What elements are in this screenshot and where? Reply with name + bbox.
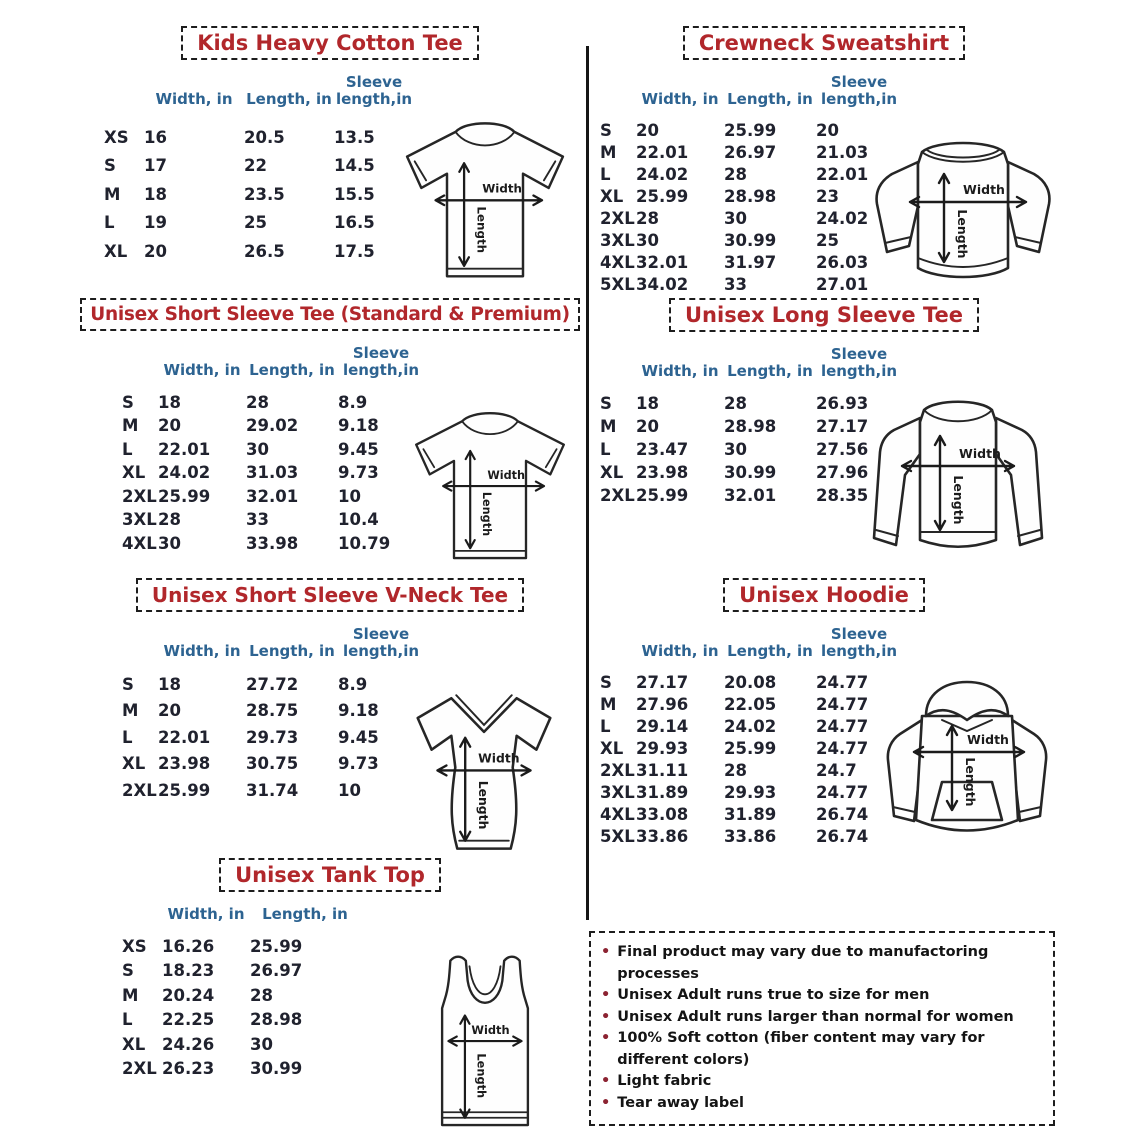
dimension-value: 33 <box>724 274 747 294</box>
dimension-value: 27.96 <box>636 694 689 714</box>
dimension-value: 30 <box>636 230 659 250</box>
dimension-value: 24.77 <box>816 672 869 692</box>
dimension-value: 28 <box>636 208 659 228</box>
column-header-length: Length, in <box>727 89 813 108</box>
dimension-value: 34.02 <box>636 274 689 294</box>
size-label: M <box>600 416 617 436</box>
dimension-value: 29.14 <box>636 716 689 736</box>
section-title <box>80 298 580 331</box>
length-arrow-label: Length <box>963 757 978 807</box>
section-title-row <box>80 858 580 892</box>
dimension-value: 26.97 <box>724 142 777 162</box>
size-label: XL <box>122 1034 146 1054</box>
size-label: 3XL <box>600 782 635 802</box>
dimension-value: 22.25 <box>162 1010 215 1030</box>
dimension-value: 17.5 <box>334 241 375 261</box>
dimension-value: 26.74 <box>816 804 869 824</box>
dimension-value: 29.02 <box>246 416 299 436</box>
table-header-row <box>122 906 580 923</box>
dimension-value: 23.98 <box>158 754 211 774</box>
dimension-value: 22.01 <box>158 727 211 747</box>
section-unisex-tank-top <box>80 858 580 1099</box>
bullet-icon: • <box>601 1073 611 1089</box>
column-header-width: Width, in <box>155 89 233 108</box>
dimension-value: 9.73 <box>338 463 379 483</box>
dimension-value: 21.03 <box>816 142 869 162</box>
size-label: 4XL <box>122 533 157 553</box>
dimension-value: 20 <box>144 241 167 261</box>
dimension-value: 15.5 <box>334 184 375 204</box>
size-label: 3XL <box>122 510 157 530</box>
size-label: XL <box>600 186 624 206</box>
size-label: XL <box>122 754 146 774</box>
size-label: 2XL <box>600 760 635 780</box>
section-title <box>723 578 925 612</box>
dimension-value: 23 <box>816 186 839 206</box>
size-label: 4XL <box>600 804 635 824</box>
dimension-value: 30.99 <box>724 462 777 482</box>
garment-outline <box>920 402 996 547</box>
dimension-value: 23.5 <box>244 184 285 204</box>
size-label: 4XL <box>600 252 635 272</box>
dimension-value: 20.08 <box>724 672 777 692</box>
length-arrow-label: Length <box>476 780 491 830</box>
size-label: S <box>122 674 134 694</box>
size-label: XL <box>600 462 624 482</box>
section-title-row <box>592 578 1056 612</box>
section-title-row <box>80 26 580 60</box>
dimension-value: 33.86 <box>636 826 689 846</box>
dimension-value: 32.01 <box>246 486 299 506</box>
dimension-value: 26.03 <box>816 252 869 272</box>
dimension-value: 29.93 <box>636 738 689 758</box>
dimension-value: 10.79 <box>338 533 391 553</box>
dimension-value: 30 <box>724 208 747 228</box>
width-arrow-label: Width <box>963 182 1005 197</box>
section-title-row <box>80 578 580 612</box>
size-label: M <box>600 142 617 162</box>
section-title-text: Kids Heavy Cotton Tee <box>197 31 463 55</box>
note-item <box>601 942 1041 985</box>
dimension-value: 22.01 <box>158 439 211 459</box>
section-title-text: Unisex Short Sleeve Tee (Standard & Premium) <box>90 304 570 325</box>
size-label: 2XL <box>122 1059 157 1079</box>
dimension-value: 31.89 <box>724 804 777 824</box>
column-header-sleeve: Sleeve length,in <box>820 73 898 108</box>
table-header-row <box>122 345 580 379</box>
section-unisex-v-neck-tee <box>80 578 580 830</box>
bullet-icon: • <box>601 1094 611 1111</box>
dimension-value: 30.99 <box>250 1059 303 1079</box>
bullet-icon: • <box>601 1030 611 1046</box>
section-title <box>669 298 979 332</box>
column-header-sleeve: Sleeve length,in <box>820 345 898 380</box>
column-header-width: Width, in <box>641 641 719 660</box>
dimension-value: 8.9 <box>338 392 368 412</box>
dimension-value: 27.01 <box>816 274 869 294</box>
column-header-width: Width, in <box>641 89 719 108</box>
column-header-length: Length, in <box>262 905 348 923</box>
dimension-value: 24.26 <box>162 1034 215 1054</box>
width-arrow-label: Width <box>478 751 520 766</box>
dimension-value: 20 <box>636 120 659 140</box>
dimension-value: 17 <box>144 156 167 176</box>
dimension-value: 30 <box>724 439 747 459</box>
column-header-length: Length, in <box>727 361 813 380</box>
length-arrow-label: Length <box>474 206 489 254</box>
bullet-icon: • <box>601 1008 611 1025</box>
tank-top-diagram <box>422 948 548 1136</box>
size-label: 5XL <box>600 274 635 294</box>
bullet-icon: • <box>601 944 611 960</box>
dimension-value: 8.9 <box>338 674 368 694</box>
dimension-value: 30 <box>158 533 181 553</box>
section-title-text: Unisex Hoodie <box>739 583 909 607</box>
size-label: XS <box>122 936 147 956</box>
size-label: 2XL <box>122 486 157 506</box>
dimension-value: 26.74 <box>816 826 869 846</box>
section-crewneck-sweatshirt <box>592 26 1056 296</box>
note-item <box>601 1028 1041 1071</box>
dimension-value: 24.77 <box>816 738 869 758</box>
dimension-value: 16 <box>144 127 167 147</box>
dimension-value: 10 <box>338 486 361 506</box>
table-header-row <box>600 346 1056 380</box>
column-header-width: Width, in <box>641 361 719 380</box>
size-label: L <box>104 213 115 233</box>
width-arrow-label: Width <box>471 1022 510 1037</box>
size-label: XL <box>104 241 128 261</box>
section-title-text: Unisex Tank Top <box>235 863 425 887</box>
size-label: L <box>122 1010 133 1030</box>
hoodie-diagram <box>862 668 1072 856</box>
dimension-value: 33.08 <box>636 804 689 824</box>
hood-outline <box>926 682 1008 720</box>
length-arrow-label: Length <box>951 475 966 525</box>
dimension-value: 9.45 <box>338 727 379 747</box>
width-arrow-label: Width <box>482 181 522 196</box>
note-text: Light fabric <box>617 1073 712 1089</box>
dimension-value: 19 <box>144 213 167 233</box>
dimension-value: 24.77 <box>816 716 869 736</box>
dimension-value: 29.73 <box>246 727 299 747</box>
dimension-value: 18 <box>158 674 181 694</box>
dimension-value: 23.98 <box>636 462 689 482</box>
dimension-value: 26.97 <box>250 961 303 981</box>
table-header-row <box>122 626 580 660</box>
long-sleeve-tee-diagram <box>842 380 1074 572</box>
dimension-value: 31.03 <box>246 463 299 483</box>
dimension-value: 28 <box>250 985 273 1005</box>
note-text: Tear away label <box>617 1094 745 1111</box>
dimension-value: 33 <box>246 510 269 530</box>
size-label: 2XL <box>122 780 157 800</box>
size-label: 2XL <box>600 485 635 505</box>
size-label: M <box>600 694 617 714</box>
dimension-value: 26.23 <box>162 1059 215 1079</box>
dimension-value: 32.01 <box>724 485 777 505</box>
dimension-value: 24.02 <box>724 716 777 736</box>
dimension-value: 20 <box>158 701 181 721</box>
dimension-value: 27.17 <box>636 672 689 692</box>
note-text: Unisex Adult runs larger than normal for women <box>617 1008 1014 1025</box>
size-label: S <box>104 156 116 176</box>
dimension-value: 33.86 <box>724 826 777 846</box>
length-arrow-label: Length <box>474 1053 489 1099</box>
sleeve-outline <box>996 418 1042 545</box>
size-label: S <box>600 120 612 140</box>
dimension-value: 9.18 <box>338 701 379 721</box>
dimension-value: 18 <box>144 184 167 204</box>
sleeve-outline <box>874 418 920 545</box>
dimension-value: 27.96 <box>816 462 869 482</box>
dimension-value: 31.11 <box>636 760 689 780</box>
tshirt-diagram <box>400 390 580 575</box>
column-header-sleeve: Sleeve length,in <box>342 625 420 660</box>
dimension-value: 25.99 <box>250 936 303 956</box>
dimension-value: 25.99 <box>158 780 211 800</box>
dimension-value: 29.93 <box>724 782 777 802</box>
dimension-value: 28 <box>724 164 747 184</box>
size-label: 5XL <box>600 826 635 846</box>
dimension-value: 25.99 <box>636 186 689 206</box>
dimension-value: 26.93 <box>816 393 869 413</box>
size-label: 3XL <box>600 230 635 250</box>
notes-box <box>589 931 1055 1126</box>
section-unisex-hoodie <box>592 578 1056 848</box>
column-header-width: Width, in <box>163 641 241 660</box>
size-label: L <box>600 716 611 736</box>
dimension-value: 27.72 <box>246 674 299 694</box>
table-header-row <box>104 74 580 108</box>
sleeve-outline <box>877 162 918 252</box>
size-label: L <box>122 727 133 747</box>
size-label: S <box>600 672 612 692</box>
dimension-value: 23.47 <box>636 439 689 459</box>
size-label: S <box>600 393 612 413</box>
dimension-value: 25.99 <box>636 485 689 505</box>
width-arrow-label: Width <box>487 468 526 482</box>
size-label: S <box>122 392 134 412</box>
dimension-value: 24.7 <box>816 760 857 780</box>
section-title-row <box>80 298 580 331</box>
dimension-value: 28 <box>724 393 747 413</box>
dimension-value: 25.99 <box>158 486 211 506</box>
size-label: L <box>122 439 133 459</box>
dimension-value: 27.17 <box>816 416 869 436</box>
dimension-value: 20 <box>816 120 839 140</box>
column-header-length: Length, in <box>249 360 335 379</box>
dimension-value: 16.5 <box>334 213 375 233</box>
dimension-value: 33.98 <box>246 533 299 553</box>
table-header-row <box>600 626 1056 660</box>
size-label: 2XL <box>600 208 635 228</box>
dimension-value: 28 <box>246 392 269 412</box>
section-unisex-long-sleeve-tee <box>592 298 1056 525</box>
dimension-value: 26.5 <box>244 241 285 261</box>
dimension-value: 22.01 <box>636 142 689 162</box>
note-text: Final product may vary due to manufactoring processes <box>617 944 989 982</box>
dimension-value: 20 <box>636 416 659 436</box>
note-item <box>601 1007 1041 1029</box>
size-label: L <box>600 439 611 459</box>
size-label: S <box>122 961 134 981</box>
size-label: M <box>122 985 139 1005</box>
note-item <box>601 1093 1041 1115</box>
column-header-length: Length, in <box>727 641 813 660</box>
column-header-length: Length, in <box>249 641 335 660</box>
size-label: XL <box>600 738 624 758</box>
dimension-value: 25 <box>244 213 267 233</box>
dimension-value: 22.05 <box>724 694 777 714</box>
dimension-value: 31.97 <box>724 252 777 272</box>
dimension-value: 28 <box>724 760 747 780</box>
dimension-value: 13.5 <box>334 127 375 147</box>
note-text: 100% Soft cotton (fiber content may vary for different colors) <box>617 1030 985 1068</box>
table-header-row <box>600 74 1056 108</box>
section-title-row <box>592 298 1056 332</box>
section-title-text: Unisex Short Sleeve V-Neck Tee <box>151 583 509 607</box>
dimension-value: 14.5 <box>334 156 375 176</box>
note-item <box>601 985 1041 1007</box>
dimension-value: 9.73 <box>338 754 379 774</box>
sleeve-outline <box>1008 162 1049 252</box>
section-title <box>683 26 965 60</box>
dimension-value: 28 <box>158 510 181 530</box>
column-header-width: Width, in <box>167 905 245 923</box>
size-label: M <box>104 184 121 204</box>
dimension-value: 28.75 <box>246 701 299 721</box>
bullet-icon: • <box>601 987 611 1003</box>
section-title-text: Unisex Long Sleeve Tee <box>685 303 963 327</box>
dimension-value: 30 <box>250 1034 273 1054</box>
section-title-row <box>592 26 1056 60</box>
dimension-value: 22.01 <box>816 164 869 184</box>
tshirt-diagram <box>390 104 580 289</box>
dimension-value: 9.18 <box>338 416 379 436</box>
dimension-value: 20.5 <box>244 127 285 147</box>
dimension-value: 18 <box>636 393 659 413</box>
section-title <box>219 858 441 892</box>
column-header-sleeve: Sleeve length,in <box>342 344 420 379</box>
dimension-value: 24.02 <box>158 463 211 483</box>
dimension-value: 20.24 <box>162 985 215 1005</box>
dimension-value: 28.98 <box>724 186 777 206</box>
column-divider <box>586 46 589 920</box>
dimension-value: 32.01 <box>636 252 689 272</box>
dimension-value: 27.56 <box>816 439 869 459</box>
v-neck-tee-diagram <box>390 666 578 864</box>
column-header-sleeve: Sleeve length,in <box>820 625 898 660</box>
column-header-width: Width, in <box>163 360 241 379</box>
dimension-value: 31.74 <box>246 780 299 800</box>
dimension-value: 18.23 <box>162 961 215 981</box>
dimension-value: 24.77 <box>816 694 869 714</box>
note-item <box>601 1071 1041 1093</box>
sweatshirt-diagram <box>856 122 1070 300</box>
width-arrow-label: Width <box>967 732 1009 747</box>
note-text: Unisex Adult runs true to size for men <box>617 987 930 1003</box>
dimension-value: 9.45 <box>338 439 379 459</box>
section-title <box>181 26 479 60</box>
section-unisex-short-sleeve-tee <box>80 298 580 555</box>
length-arrow-label: Length <box>955 209 970 259</box>
size-label: M <box>122 701 139 721</box>
section-title <box>136 578 524 612</box>
size-label: XS <box>104 127 129 147</box>
dimension-value: 25.99 <box>724 738 777 758</box>
column-header-length: Length, in <box>246 89 332 108</box>
dimension-value: 24.77 <box>816 782 869 802</box>
section-title-text: Crewneck Sweatshirt <box>698 31 950 55</box>
dimension-value: 24.02 <box>816 208 869 228</box>
dimension-value: 25.99 <box>724 120 777 140</box>
width-arrow-label: Width <box>959 446 1001 461</box>
dimension-value: 30.75 <box>246 754 299 774</box>
dimension-value: 10.4 <box>338 510 379 530</box>
neckline-rib <box>469 966 500 994</box>
dimension-value: 25 <box>816 230 839 250</box>
dimension-value: 22 <box>244 156 267 176</box>
column-header-sleeve: Sleeve length,in <box>335 73 413 108</box>
dimension-value: 30.99 <box>724 230 777 250</box>
dimension-value: 18 <box>158 392 181 412</box>
length-arrow-label: Length <box>479 491 493 537</box>
dimension-value: 16.26 <box>162 936 215 956</box>
section-kids-heavy-cotton-tee <box>80 26 580 266</box>
dimension-value: 31.89 <box>636 782 689 802</box>
dimension-value: 28.98 <box>724 416 777 436</box>
size-label: XL <box>122 463 146 483</box>
dimension-value: 20 <box>158 416 181 436</box>
dimension-value: 30 <box>246 439 269 459</box>
size-label: M <box>122 416 139 436</box>
size-label: L <box>600 164 611 184</box>
dimension-value: 10 <box>338 780 361 800</box>
dimension-value: 24.02 <box>636 164 689 184</box>
dimension-value: 28.35 <box>816 485 869 505</box>
dimension-value: 28.98 <box>250 1010 303 1030</box>
